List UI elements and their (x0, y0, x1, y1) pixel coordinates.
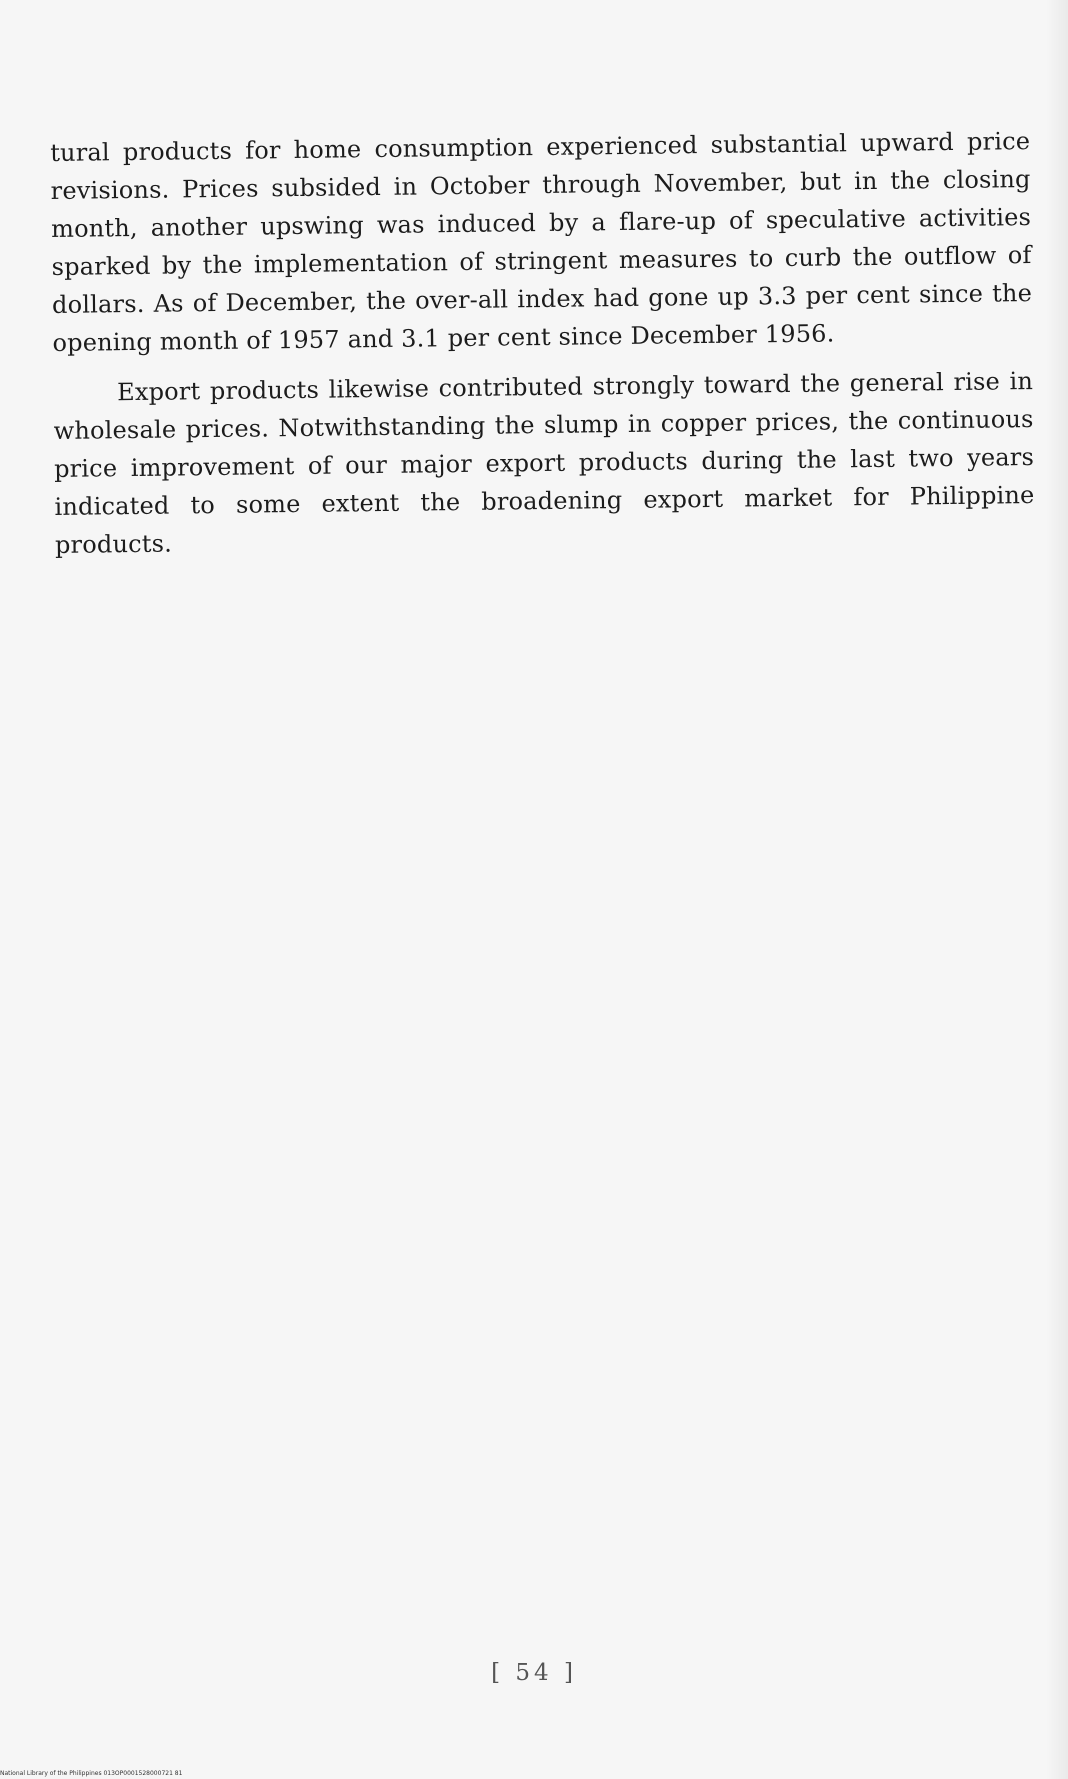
paragraph-continued: tural products for home consumption experienced substantial upward price revisions. Prices subsided in October through November, but in the closing month, another upswing was induced by a flare-up of speculative activities sparked by the implementation of stringent measures to curb the outflow of dollars. As of December, the over-all index had gone up 3.3 per cent since the opening month of 1957 and 3.1 per cent since December 1956. (50, 127, 1033, 357)
page-edge-shadow (1046, 0, 1068, 1779)
page-number: [ 54 ] (491, 1660, 577, 1686)
paragraph-export-products: Export products likewise contributed strongly toward the general rise in wholesale prices. Notwithstanding the slump in copper prices, the continuous price improvement of our major export products during the last two years indicated to some extent the broadening export market for Philippine products. (53, 367, 1035, 559)
body-text (50, 122, 1035, 564)
library-credit: National Library of the Philippines 013OP0001528000721 81 (0, 1770, 183, 1777)
